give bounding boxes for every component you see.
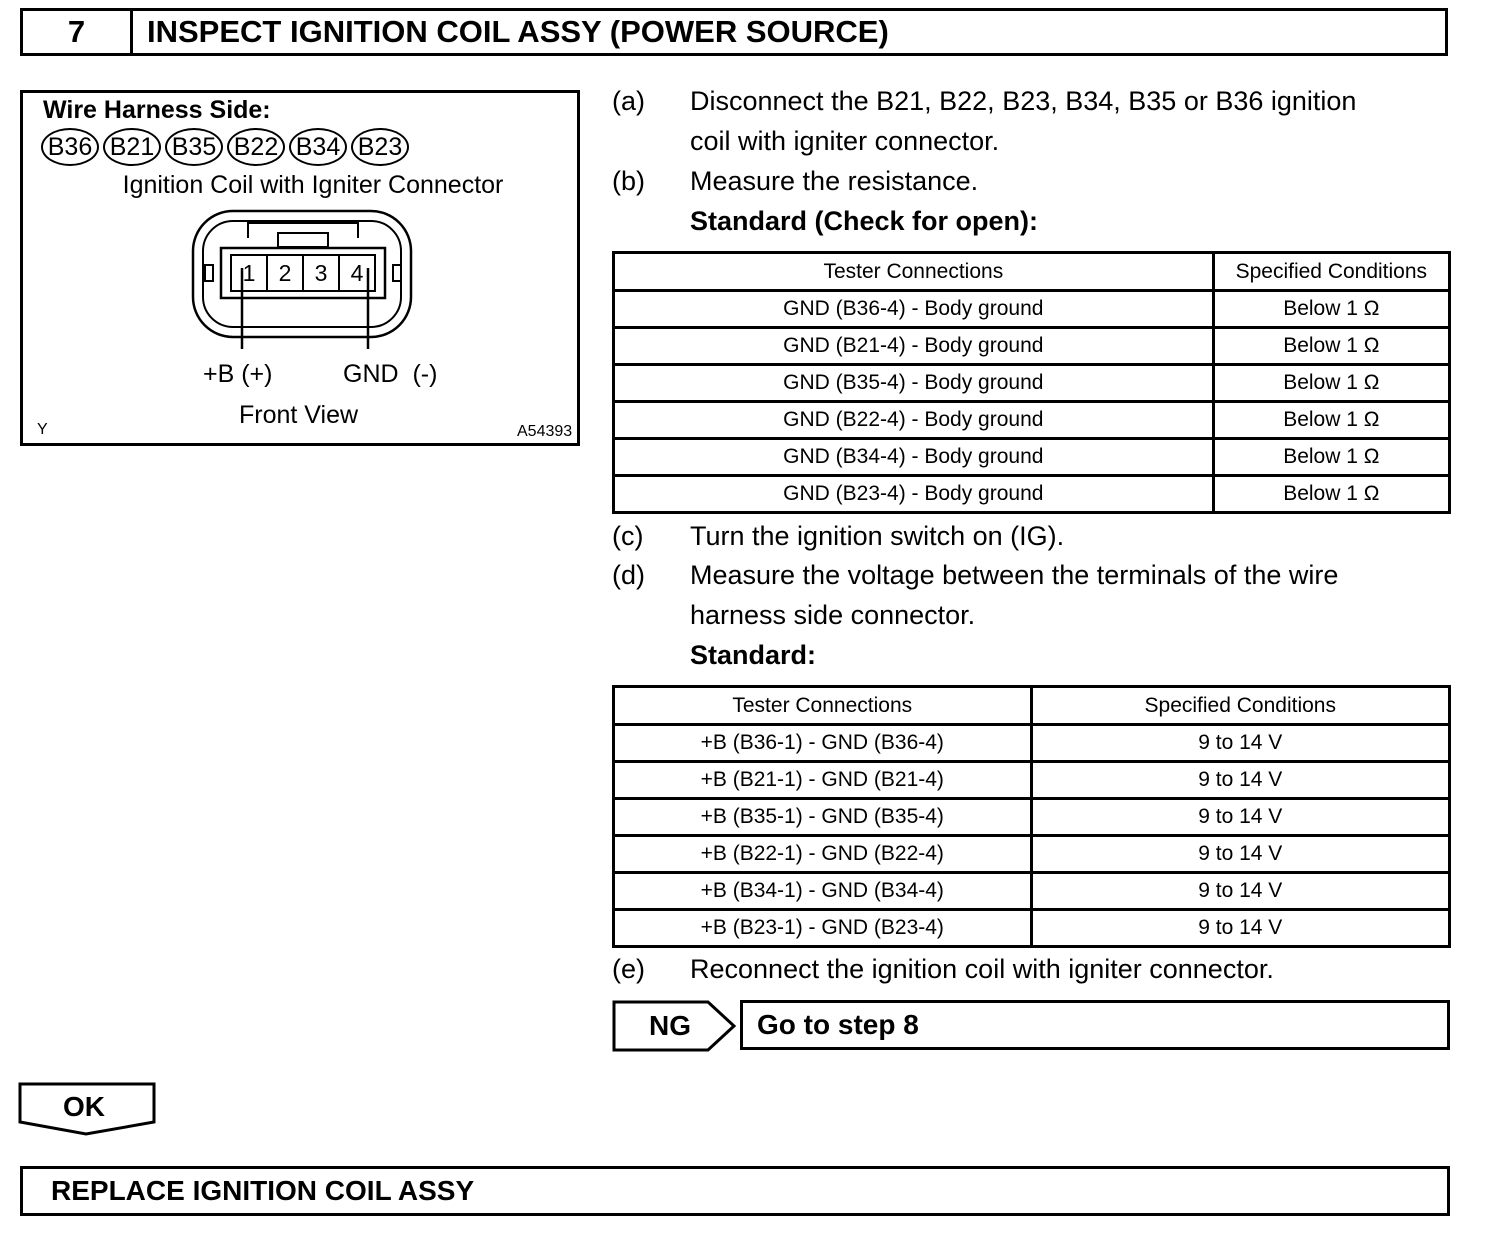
table-header: Tester Connections	[614, 687, 1032, 725]
table-cell: Below 1 Ω	[1213, 328, 1449, 365]
ok-label: OK	[63, 1091, 105, 1122]
pin-label: 3	[314, 260, 328, 286]
table-cell: 9 to 14 V	[1031, 799, 1449, 836]
final-action-box: REPLACE IGNITION COIL ASSY	[20, 1166, 1450, 1216]
table-cell: +B (B23-1) - GND (B23-4)	[614, 910, 1032, 947]
figure-corner-code: Y	[37, 421, 48, 438]
table-row	[614, 910, 1450, 947]
table-cell: 9 to 14 V	[1031, 836, 1449, 873]
table-cell: GND (B21-4) - Body ground	[614, 328, 1214, 365]
instruction-e: Reconnect the ignition coil with igniter connector.	[690, 954, 1274, 984]
label-gnd: GND (-)	[343, 360, 438, 388]
step-letter-d: (d)	[612, 560, 645, 590]
standard-open-label: Standard (Check for open):	[690, 206, 1039, 236]
table-cell: GND (B35-4) - Body ground	[614, 365, 1214, 402]
pin-label: 1	[242, 260, 256, 286]
connector-key-right	[393, 265, 401, 281]
table-cell: GND (B23-4) - Body ground	[614, 476, 1214, 513]
connector-badge: B22	[227, 128, 285, 166]
table-cell: GND (B22-4) - Body ground	[614, 402, 1214, 439]
instruction-d-line2: harness side connector.	[690, 600, 976, 630]
table-row	[614, 328, 1450, 365]
table-row	[614, 836, 1450, 873]
ng-arrow	[612, 1000, 738, 1052]
table-cell: Below 1 Ω	[1213, 439, 1449, 476]
table-row	[614, 476, 1450, 513]
step-letter-e: (e)	[612, 954, 645, 984]
label-plus-b: +B (+)	[203, 360, 273, 388]
connector-badge: B36	[41, 128, 99, 166]
table-row	[614, 439, 1450, 476]
pin-label: 2	[278, 260, 292, 286]
connector-badge: B34	[289, 128, 347, 166]
table-row	[614, 402, 1450, 439]
voltage-table	[612, 685, 1451, 948]
table-header-row	[614, 253, 1450, 291]
connector-badge: B35	[165, 128, 223, 166]
table-cell: Below 1 Ω	[1213, 291, 1449, 328]
table-cell: GND (B34-4) - Body ground	[614, 439, 1214, 476]
instruction-b: Measure the resistance.	[690, 166, 979, 196]
table-cell: Below 1 Ω	[1213, 365, 1449, 402]
step-letter-b: (b)	[612, 166, 645, 196]
step-letter-c: (c)	[612, 521, 644, 551]
front-view-label: Front View	[239, 401, 359, 429]
table-cell: +B (B22-1) - GND (B22-4)	[614, 836, 1032, 873]
table-cell: +B (B21-1) - GND (B21-4)	[614, 762, 1032, 799]
table-cell: 9 to 14 V	[1031, 910, 1449, 947]
table-cell: +B (B34-1) - GND (B34-4)	[614, 873, 1032, 910]
connector-latch-tab	[278, 233, 328, 247]
table-header: Specified Conditions	[1031, 687, 1449, 725]
ng-label: NG	[649, 1010, 691, 1041]
table-row	[614, 365, 1450, 402]
table-cell: Below 1 Ω	[1213, 476, 1449, 513]
connector-badge: B21	[103, 128, 161, 166]
table-header-row	[614, 687, 1450, 725]
step-title: INSPECT IGNITION COIL ASSY (POWER SOURCE)	[147, 14, 889, 49]
table-cell: 9 to 14 V	[1031, 762, 1449, 799]
table-header: Tester Connections	[614, 253, 1214, 291]
instruction-d-line1: Measure the voltage between the terminals of the wire	[690, 560, 1339, 590]
instruction-c: Turn the ignition switch on (IG).	[690, 521, 1065, 551]
resistance-table	[612, 251, 1451, 514]
connector-badge: B23	[351, 128, 409, 166]
figure-caption: Ignition Coil with Igniter Connector	[122, 171, 504, 199]
standard-label: Standard:	[690, 640, 817, 670]
table-row	[614, 799, 1450, 836]
table-header: Specified Conditions	[1213, 253, 1449, 291]
ng-result-box: Go to step 8	[740, 1000, 1450, 1050]
instruction-a-line1: Disconnect the B21, B22, B23, B34, B35 or B36 ignition	[690, 86, 1357, 116]
step-number: 7	[23, 11, 133, 53]
table-row	[614, 291, 1450, 328]
table-cell: Below 1 Ω	[1213, 402, 1449, 439]
figure-heading: Wire Harness Side:	[43, 96, 271, 124]
connector-latch	[248, 223, 358, 238]
table-cell: GND (B36-4) - Body ground	[614, 291, 1214, 328]
table-row	[614, 873, 1450, 910]
connector-figure	[20, 90, 580, 446]
ok-arrow	[18, 1082, 158, 1136]
pin-label: 4	[350, 260, 364, 286]
table-row	[614, 762, 1450, 799]
figure-id: A54393	[517, 423, 573, 440]
table-cell: +B (B36-1) - GND (B36-4)	[614, 725, 1032, 762]
connector-key-left	[205, 265, 213, 281]
table-cell: +B (B35-1) - GND (B35-4)	[614, 799, 1032, 836]
connector-drawing	[23, 93, 579, 445]
table-row	[614, 725, 1450, 762]
step-header	[20, 8, 1448, 56]
step-letter-a: (a)	[612, 86, 645, 116]
instruction-a-line2: coil with igniter connector.	[690, 126, 1000, 156]
table-cell: 9 to 14 V	[1031, 725, 1449, 762]
table-cell: 9 to 14 V	[1031, 873, 1449, 910]
